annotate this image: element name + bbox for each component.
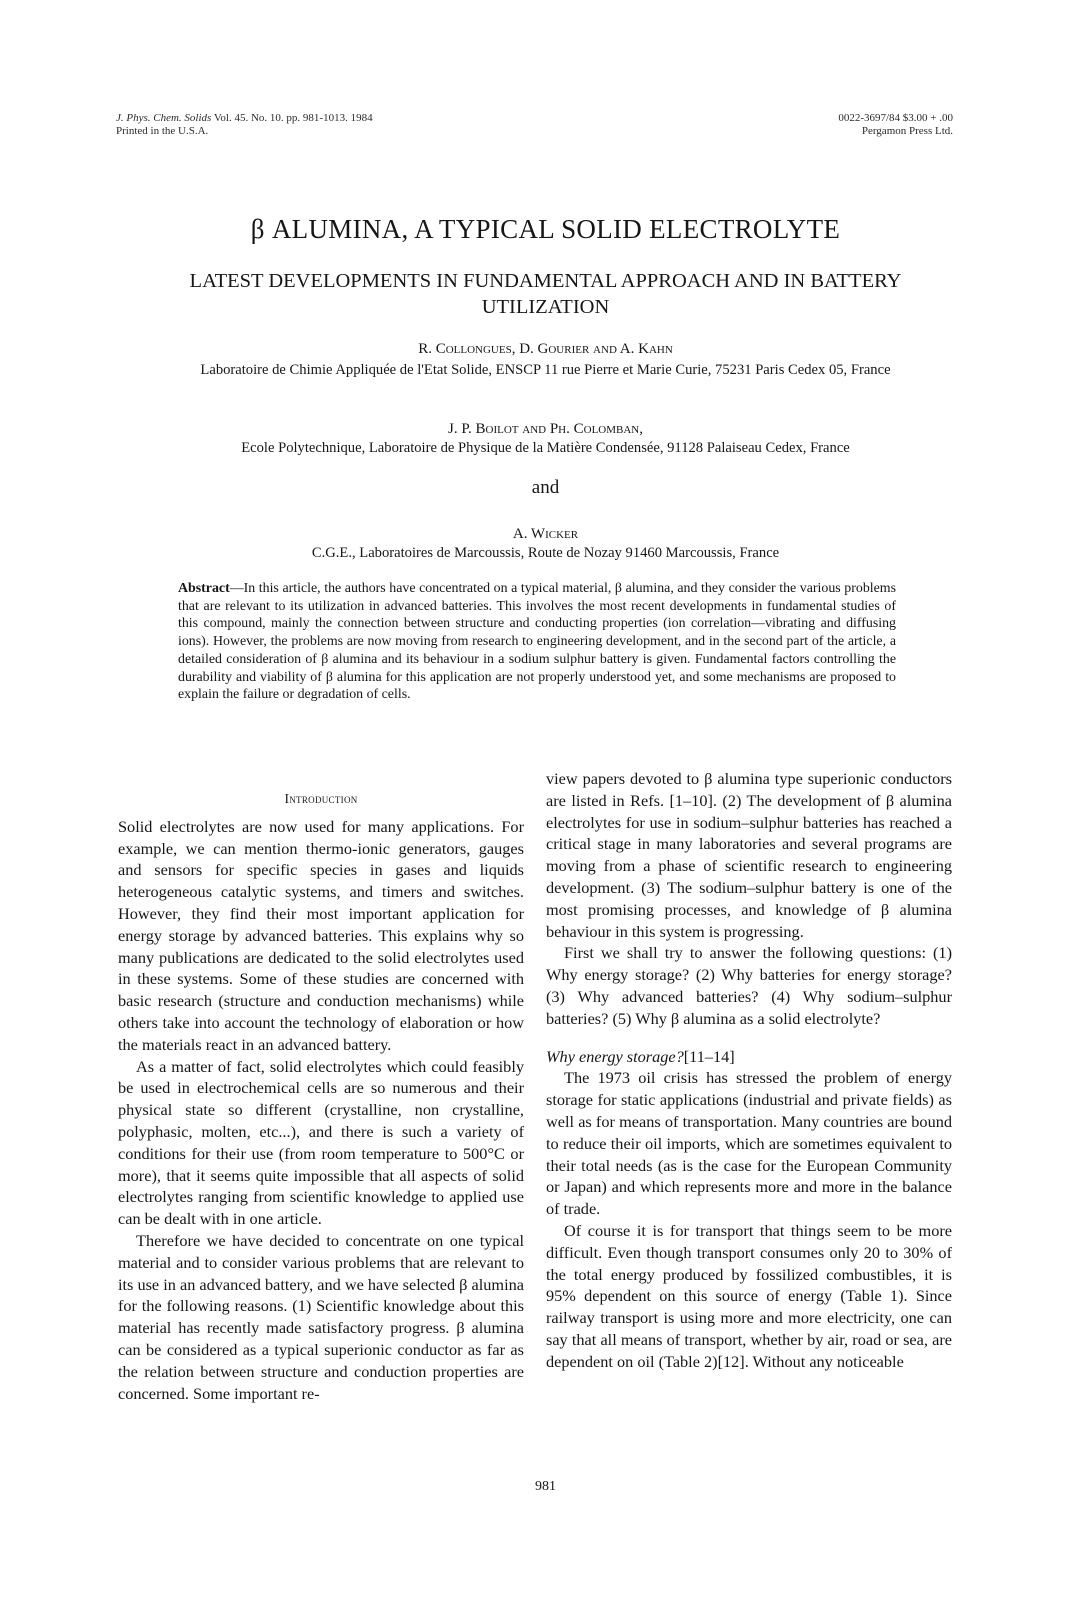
intro-paragraph-2: As a matter of fact, solid electrolytes which could feasibly be used in electrochemical cells are so numerous and their physical state so different (crystalline, non crystalline, polyphasic, molten, etc...), and there is such a variety of conditions for their use (from room temperature to 500°C or more), that it seems quite impossible that all aspects of solid electrolytes ranging from scientific knowledge to applied use can be dealt with in one article. (118, 1056, 524, 1229)
author-group-3: A. Wicker (512, 526, 579, 542)
affiliation-3: C.G.E., Laboratoires de Marcoussis, Route de Nozay 91460 Marcoussis, France (311, 545, 780, 561)
issn-price-code: 0022-3697/84 $3.00 + .00 (838, 112, 953, 124)
abstract-lead: Abstract (178, 581, 230, 596)
publisher-name: Pergamon Press Ltd. (861, 125, 953, 137)
introduction-heading: Introduction (284, 791, 358, 806)
journal-citation-block (116, 112, 373, 138)
intro-paragraph-3: Therefore we have decided to concentrate on one typical material and to consider various problems that are relevant to its use in an advanced battery, and we have selected β alumina for the following reasons. (1) Scientific knowledge about this material has recently made satisfactory progress. β alumina can be considered as a typical superionic conductor as far as the relation between structure and conduction properties are concerned. Some important re- (118, 1230, 524, 1403)
left-column (118, 788, 524, 1404)
right-column (546, 768, 952, 1373)
energy-paragraph-1: The 1973 oil crisis has stressed the problem of energy storage for static applications (industrial and private fields) as well as for means of transportation. Many countries are bound to reduce their oil imports, which are sometimes equivalent to their total needs (as is the case for the European Community or Japan) and which represents more and more in the balance of trade. (546, 1068, 952, 1219)
intro-continuation: view papers devoted to β alumina type superionic conductors are listed in Refs. [1–10]. (2) The development of β alumina electrolytes for use in sodium–sulphur batteries has reached a critical stage in many laboratories and several programs are moving from a phase of scientific research to engineering development. (3) The sodium–sulphur battery is one of the most promising processes, and knowledge of β alumina behaviour in this system is progressing. (546, 769, 952, 941)
paper-subtitle: LATEST DEVELOPMENTS IN FUNDAMENTAL APPROACH AND IN BATTERY UTILIZATION (189, 270, 902, 318)
paper-title: β ALUMINA, A TYPICAL SOLID ELECTROLYTE (250, 214, 841, 244)
journal-volume: Vol. 45. No. 10. pp. 981-1013. 1984 (213, 112, 373, 124)
why-energy-storage-heading (546, 1046, 952, 1068)
abstract-text: —In this article, the authors have concentrated on a typical material, β alumina, and they consider the various problems that are relevant to its utilization in advanced batteries. This involves the most recent developments in fundamental studies of this compound, mainly the connection between structure and conducting properties (ion correlation—vibrating and diffusing ions). However, the problems are now moving from research to engineering development, and in the second part of the article, a detailed consideration of β alumina and its behaviour in a sodium sulphur battery is given. Fundamental factors controlling the durability and viability of β alumina for this application are not properly understood yet, and some mechanisms are proposed to explain the failure or degradation of cells. (178, 581, 896, 703)
energy-paragraph-2: Of course it is for transport that things seem to be more difficult. Even though transport consumes only 20 to 30% of the total energy produced by fossilized combustibles, it is 95% dependent on this source of energy (Table 1). Since railway transport is using more and more electricity, one can say that all means of transport, whether by air, road or sea, are dependent on oil (Table 2)[12]. Without any noticeable (546, 1220, 952, 1371)
journal-abbrev: J. Phys. Chem. Solids (116, 112, 212, 124)
author-group-1: R. Collongues, D. Gourier and A. Kahn (418, 341, 673, 357)
author-group-2: J. P. Boilot and Ph. Colomban, (448, 421, 643, 437)
subsection-refs: [11–14] (683, 1046, 735, 1066)
publisher-block (838, 112, 953, 138)
page-number: 981 (535, 1479, 556, 1494)
subsection-title: Why energy storage? (546, 1046, 684, 1066)
and-separator: and (531, 477, 560, 498)
printed-in: Printed in the U.S.A. (116, 125, 209, 137)
abstract (178, 580, 896, 704)
intro-questions-paragraph: First we shall try to answer the following questions: (1) Why energy storage? (2) Why batteries for energy storage? (3) Why advanced batteries? (4) Why sodium–sulphur batteries? (5) Why β alumina as a solid electrolyte? (546, 943, 952, 1028)
intro-paragraph-1: Solid electrolytes are now used for many applications. For example, we can mention thermo-ionic generators, gauges and sensors for specific species in gases and liquids heterogeneous catalytic systems, and timers and switches. However, they find their most important application for energy storage by advanced batteries. This explains why so many publications are dedicated to the solid electrolytes used in these systems. Some of these studies are concerned with basic research (structure and conduction mechanisms) while others take into account the technology of elaboration or how the materials react in an advanced battery. (118, 816, 524, 1054)
affiliation-1: Laboratoire de Chimie Appliquée de l'Etat Solide, ENSCP 11 rue Pierre et Marie Curie, 75231 Paris Cedex 05, France (200, 362, 891, 378)
affiliation-2: Ecole Polytechnique, Laboratoire de Physique de la Matière Condensée, 91128 Palaiseau Cedex, France (241, 440, 850, 456)
